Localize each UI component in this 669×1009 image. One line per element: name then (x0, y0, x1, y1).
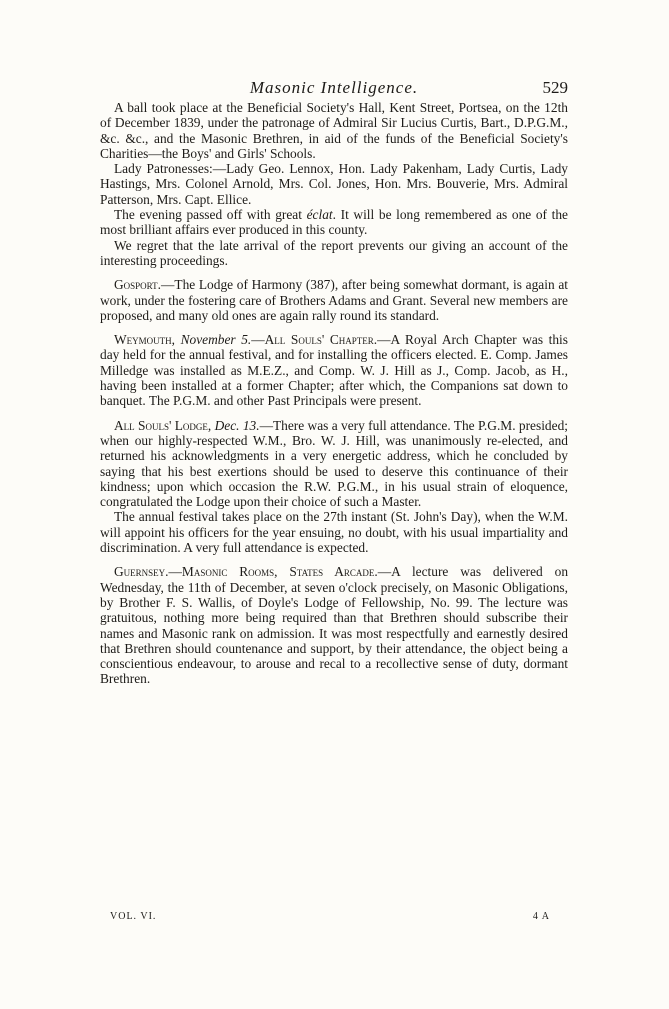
article-body (100, 100, 568, 687)
weymouth-date: November 5. (174, 332, 252, 348)
paragraph-regret: We regret that the late arrival of the report prevents our giving an account of the interesting proceedings. (100, 237, 568, 268)
gosport-body: —The Lodge of Harmony (387), after being somewhat dormant, is again at work, under the fostering care of Brothers Adams and Grant. Several new members are proposed, and many old ones are again rally round its standard. (100, 277, 568, 323)
weymouth-body: —A Royal Arch Chapter was this day held for the annual festival, and for installing the officers elected. E. Comp. James Milledge was installed as M.E.Z., and Comp. W. J. Hill as J., Comp. Jacob, as H., having been installed at a former Chapter; after which, the Companions sat down to banquet. The P.G.M. and other Past Principals were present. (100, 332, 568, 409)
page-number: 529 (542, 78, 568, 97)
evening-text-a: The evening passed off with great (114, 207, 307, 223)
guernsey-rooms: —Masonic Rooms, States Arcade. (168, 564, 378, 580)
paragraph-gosport (100, 277, 568, 323)
evening-eclat: éclat (306, 207, 333, 223)
evening-text-b: . It will be long remembered as one of the most brilliant affairs ever produced in this county. (100, 207, 568, 238)
paragraph-ball: A ball took place at the Beneficial Society's Hall, Kent Street, Portsea, on the 12th of December 1839, under the patronage of Admiral Sir Lucius Curtis, Bart., D.P.G.M., &c. &c., and the Masonic Brethren, in aid of the funds of the Beneficial Society's Charities—the Boys' and Girls' Schools. (100, 100, 568, 161)
paragraph-festival: The annual festival takes place on the 27th instant (St. John's Day), when the W.M. will appoint his officers for the year ensuing, no doubt, with his usual impartiality and discrimination. A very full attendance is expected. (100, 509, 568, 556)
running-title: Masonic Intelligence. (249, 78, 419, 97)
paragraph-patronesses: Lady Patronesses:—Lady Geo. Lennox, Hon. Lady Pakenham, Lady Curtis, Lady Hastings, Mrs. Colonel Arnold, Mrs. Col. Jones, Hon. Mrs. Bouverie, Mrs. Admiral Patterson, Mrs. Capt. Ellice. (100, 161, 568, 207)
signature-mark: 4 A (532, 911, 550, 922)
paragraph-evening (100, 207, 568, 238)
guernsey-heading: Guernsey. (114, 564, 169, 580)
page-footer (110, 911, 550, 922)
weymouth-heading: Weymouth, (114, 332, 175, 348)
volume-label: VOL. VI. (110, 911, 157, 922)
gosport-heading: Gosport. (114, 277, 161, 293)
all-souls-body: —There was a very full attendance. The P.G.M. presided; when our highly-respected W.M., Bro. W. J. Hill, was unanimously re-elected, and returned his acknowledgments in a very energetic address, which he concluded by saying that his best exertions should be used to deserve this continuance of their kindness; upon which occasion the R.W. P.G.M., in his usual strain of eloquence, congratulated the Lodge upon their choice of such a Master. (100, 417, 568, 510)
paragraph-all-souls (100, 418, 568, 510)
all-souls-heading: All Souls' Lodge, (114, 417, 212, 433)
guernsey-body: —A lecture was delivered on Wednesday, the 11th of December, at seven o'clock precisely, on Masonic Obligations, by Brother F. S. Wallis, of Doyle's Lodge of Fellowship, No. 99. The lecture was gratuitous, nothing more being required than that Brethren should subscribe their names and Masonic rank on admission. It was most respectfully and earnestly desired that Brethren should countenance and support, by their attendance, the object being a conscientious endeavour, to arouse and recal to a recollective sense of duty, dormant Brethren. (100, 564, 569, 687)
paragraph-weymouth (100, 332, 568, 408)
weymouth-chapter: —All Souls' Chapter. (251, 332, 378, 348)
paragraph-guernsey (100, 564, 568, 686)
running-header (100, 78, 568, 100)
all-souls-date: Dec. 13. (211, 417, 260, 433)
